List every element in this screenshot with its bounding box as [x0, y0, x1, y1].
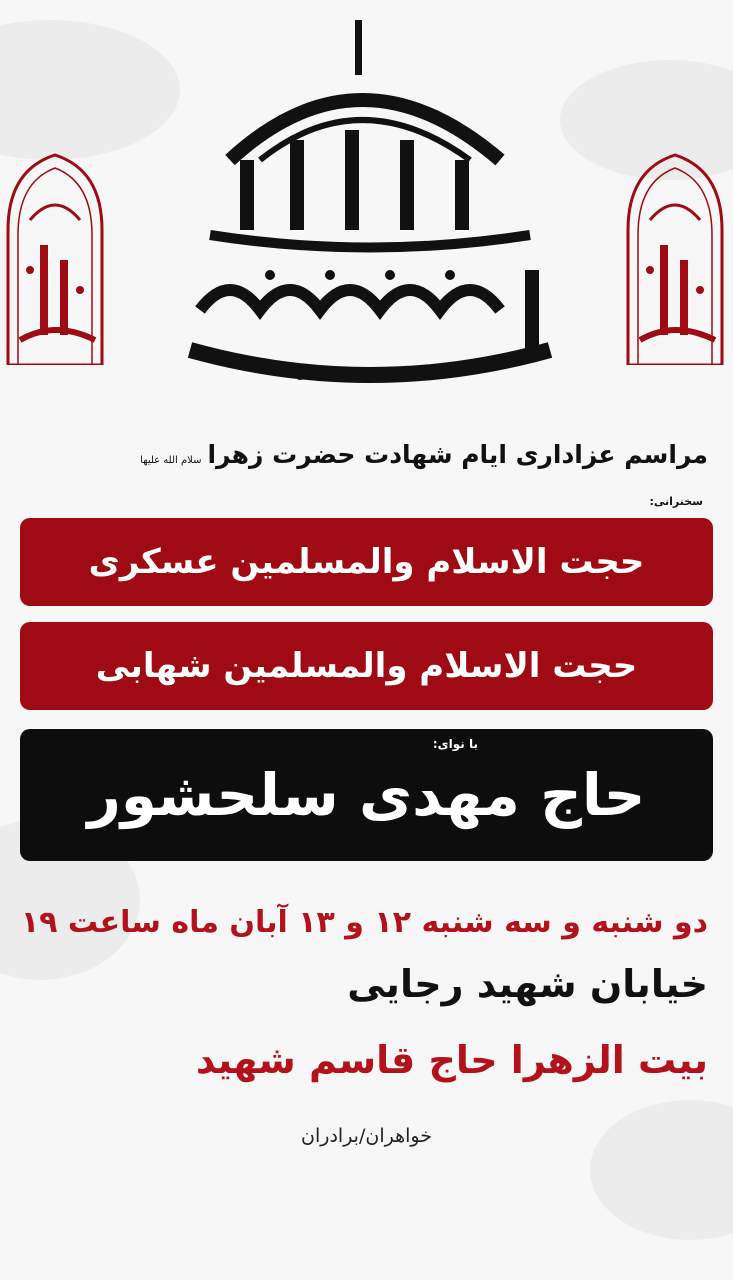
event-venue: بیت الزهرا حاج قاسم شهید [195, 1038, 708, 1082]
speaker-banner [20, 518, 713, 606]
event-street: خیابان شهید رجایی [347, 962, 708, 1006]
event-title-text: مراسم عزاداری ایام شهادت حضرت زهرا [207, 440, 708, 469]
speaker-name: حجت الاسلام والمسلمین شهابی [95, 646, 638, 686]
event-date: دو شنبه و سه شنبه ۱۲ و ۱۳ آبان ماه ساعت ۱۹ [20, 905, 708, 940]
right-arch-emblem [620, 150, 730, 365]
event-title [25, 440, 708, 469]
reciter-label: با نوای: [432, 737, 478, 751]
audience-text: خواهران/برادران [301, 1125, 432, 1147]
speakers-label: سخنرانی: [649, 495, 703, 508]
left-arch-emblem [0, 150, 110, 365]
reciter-banner [20, 729, 713, 861]
honorific-text: سلام الله علیها [140, 455, 202, 466]
calligraphy-emblem [170, 20, 570, 410]
background-shape [590, 1100, 733, 1240]
speaker-name: حجت الاسلام والمسلمین عسکری [88, 542, 645, 582]
reciter-name: حاج مهدی سلحشور [87, 761, 646, 829]
header-artwork [0, 0, 733, 420]
speaker-banner [20, 622, 713, 710]
